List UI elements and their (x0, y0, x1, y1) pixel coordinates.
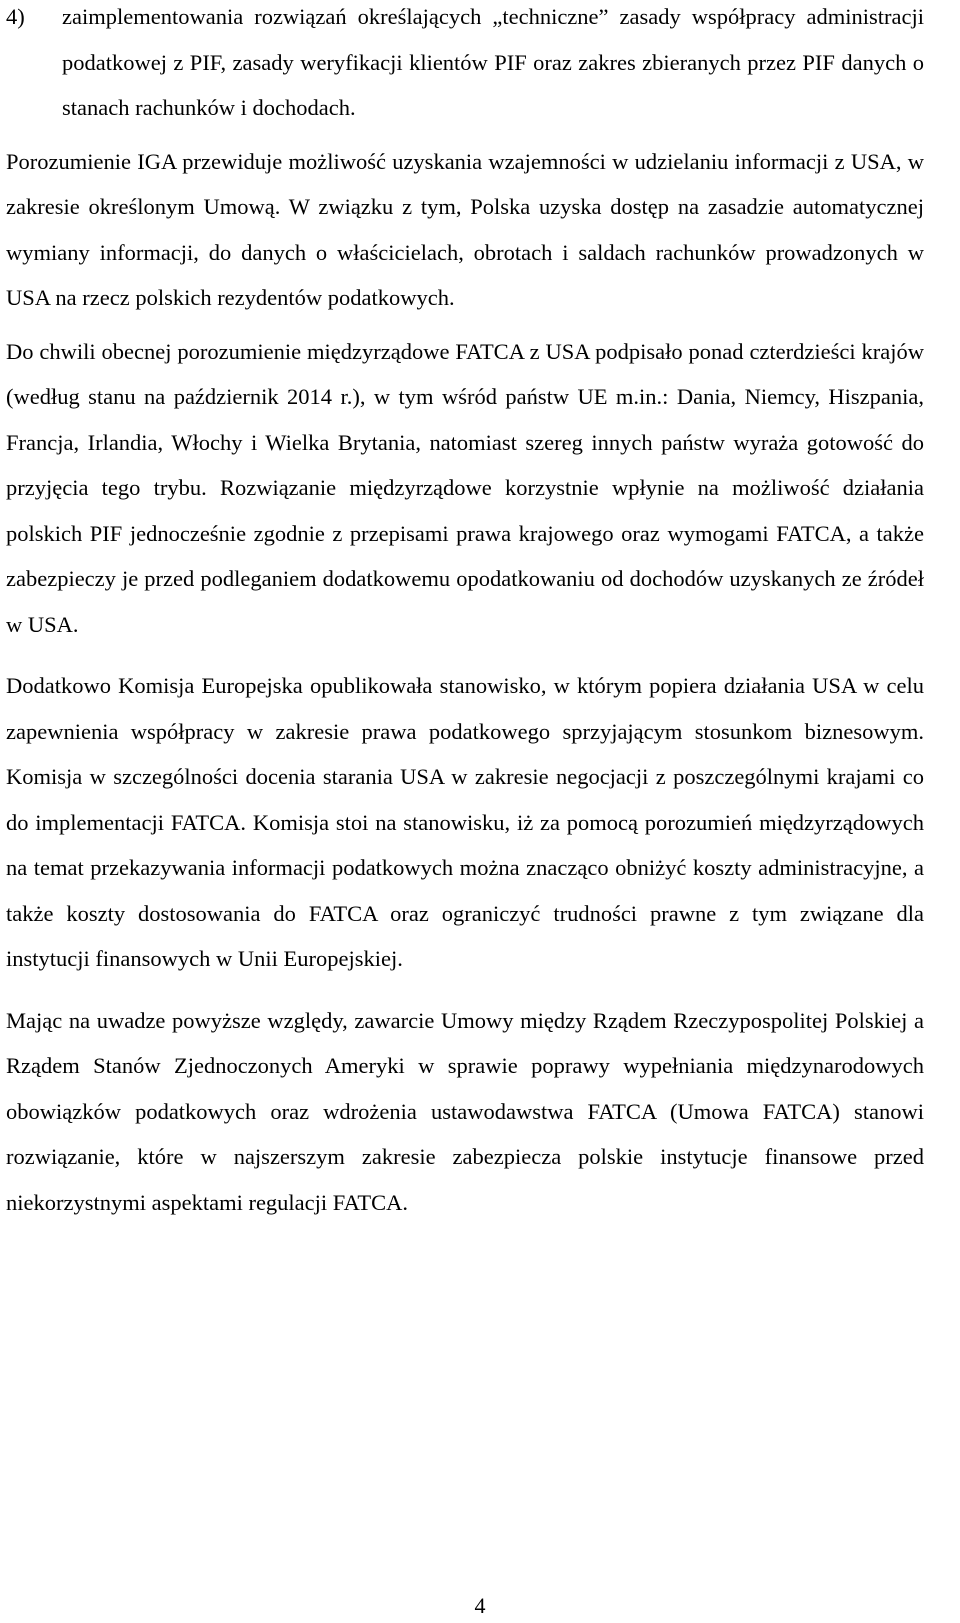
list-item (6, 0, 924, 131)
list-marker: 4) (6, 4, 25, 29)
document-page (6, 0, 924, 1225)
paragraph-european-commission: Dodatkowo Komisja Europejska opublikowała stanowisko, w którym popiera działania USA w celu zapewnienia współpracy w zakresie prawa podatkowego sprzyjającym stosunkom biznesowym. Komisja w szczególności docenia starania USA w zakresie negocjacji z poszczególnymi krajami co do implementacji FATCA. Komisja stoi na stanowisku, iż za pomocą porozumień międzyrządowych na temat przekazywania informacji podatkowych można znacząco obniżyć koszty administracyjne, a także koszty dostosowania do FATCA oraz ograniczyć trudności prawne z tym związane dla instytucji finansowych w Unii Europejskiej. (6, 673, 924, 971)
page-number: 4 (474, 1593, 486, 1618)
paragraph-conclusion: Mając na uwadze powyższe względy, zawarcie Umowy między Rządem Rzeczypospolitej Polskiej a Rządem Stanów Zjednoczonych Ameryki w sprawie poprawy wypełniania międzynarodowych obowiązków podatkowych oraz wdrożenia ustawodawstwa FATCA (Umowa FATCA) stanowi rozwiązanie, które w najszerszym zakresie zabezpiecza polskie instytucje finansowe przed niekorzystnymi aspektami regulacji FATCA. (6, 1007, 924, 1215)
paragraph-fatca-countries: Do chwili obecnej porozumienie międzyrządowe FATCA z USA podpisało ponad czterdzieści krajów (według stanu na październik 2014 r.), w tym wśród państw UE m.in.: Dania, Niemcy, Hiszpania, Francja, Irlandia, Włochy i Wielka Brytania, natomiast szereg innych państw wyraża gotowość do przyjęcia tego trybu. Rozwiązanie międzyrządowe korzystnie wpłynie na możliwość działania polskich PIF jednocześnie zgodnie z przepisami prawa krajowego oraz wymogami FATCA, a także zabezpieczy je przed podleganiem dodatkowemu opodatkowaniu od dochodów uzyskanych ze źródeł w USA. (6, 338, 924, 637)
paragraph-iga-reciprocity: Porozumienie IGA przewiduje możliwość uzyskania wzajemności w udzielaniu informacji z USA, w zakresie określonym Umową. W związku z tym, Polska uzyska dostęp na zasadzie automatycznej wymiany informacji, do danych o właścicielach, obrotach i saldach rachunków prowadzonych w USA na rzecz polskich rezydentów podatkowych. (6, 148, 924, 310)
list-item-text: zaimplementowania rozwiązań określających „techniczne” zasady współpracy administracji podatkowej z PIF, zasady weryfikacji klientów PIF oraz zakres zbieranych przez PIF danych o stanach rachunków i dochodach. (62, 4, 924, 120)
